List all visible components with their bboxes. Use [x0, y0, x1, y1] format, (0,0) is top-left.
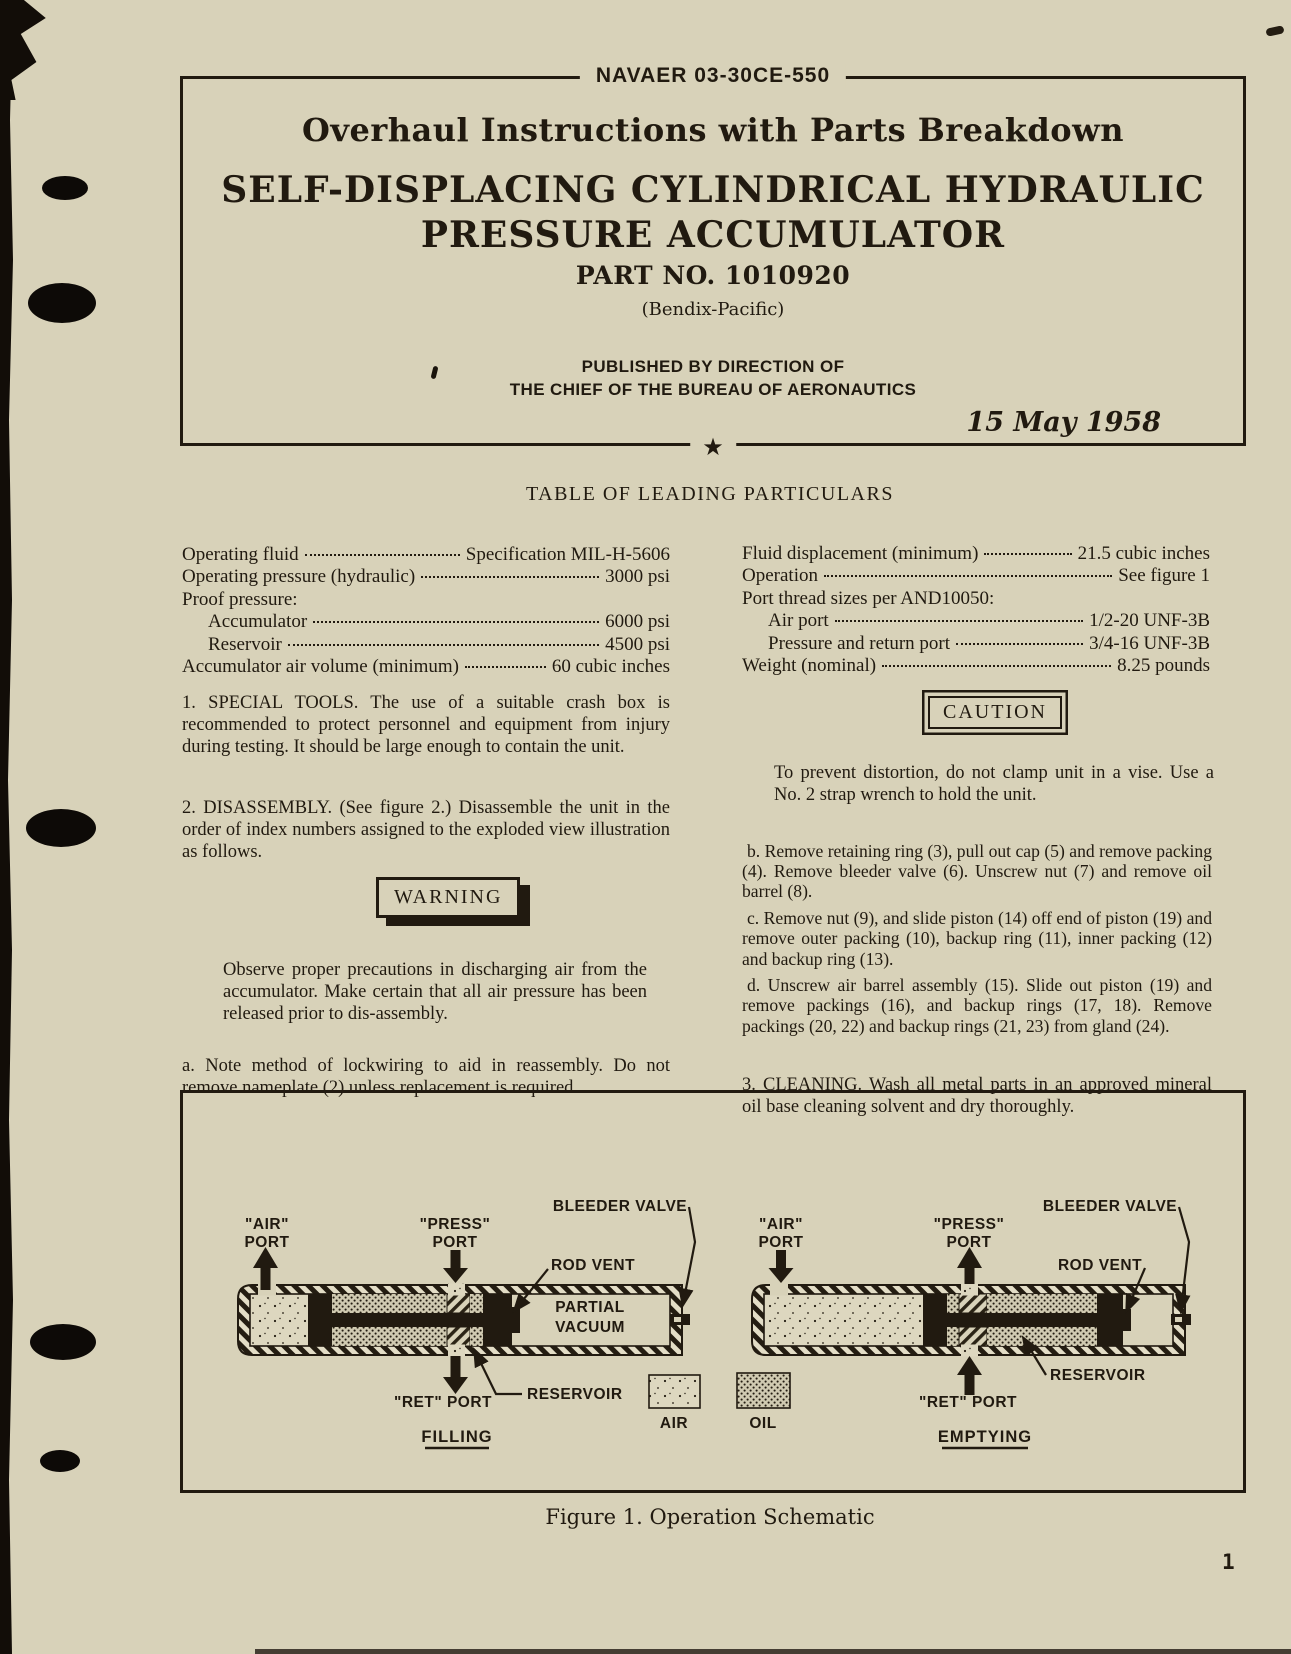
legend-air-label: AIR — [659, 1415, 689, 1432]
particular-label: Pressure and return port — [768, 632, 951, 654]
step-c: c. Remove nut (9), and slide piston (14) off end of piston (19) and remove outer packing (10), backup ring (11), inner packing (12) and backup ring (13). — [742, 908, 1212, 969]
partial-vacuum-label: PARTIAL — [555, 1299, 625, 1316]
hole-punch-mark — [26, 809, 96, 847]
legend-air-swatch — [649, 1375, 700, 1408]
bleeder-valve-label: BLEEDER VALVE — [1042, 1198, 1178, 1215]
dot-leader — [421, 576, 599, 578]
filling-diagram — [238, 1198, 695, 1448]
particular-row — [182, 589, 670, 611]
particular-row — [182, 634, 670, 656]
particular-label: Fluid displacement (minimum) — [742, 543, 979, 564]
published-line-2: THE CHIEF OF THE BUREAU OF AERONAUTICS — [509, 379, 917, 399]
dot-leader — [882, 665, 1111, 667]
published-by — [510, 356, 917, 402]
title-block — [180, 64, 1246, 461]
particular-label: Accumulator — [208, 611, 308, 633]
particular-label: Air port — [768, 610, 829, 632]
particulars-right-column — [742, 543, 1210, 677]
hole-punch-mark — [30, 1324, 96, 1360]
part-number: PART NO. 1010920 — [575, 261, 851, 290]
step-b: b. Remove retaining ring (3), pull out cap (5) and remove packing (4). Remove bleeder valve (6). Unscrew nut (7) and remove oil barrel (8). — [742, 841, 1212, 902]
partial-vacuum-label2: VACUUM — [555, 1319, 625, 1336]
particular-row — [742, 610, 1210, 632]
particular-value: See figure 1 — [1118, 565, 1210, 587]
ret-port-label: "RET" PORT — [393, 1394, 493, 1411]
particular-value: 21.5 cubic inches — [1077, 543, 1210, 564]
particular-row — [742, 588, 1210, 610]
particular-label: Reservoir — [208, 633, 282, 655]
press-port-label2: PORT — [432, 1234, 478, 1251]
particular-label: Operating fluid — [182, 544, 299, 565]
particular-value: 60 cubic inches — [551, 656, 670, 678]
page-number: 1 — [1222, 1550, 1235, 1574]
hole-punch-mark — [40, 1450, 80, 1472]
figure-legend — [649, 1373, 790, 1432]
section-cleaning: 3. CLEANING. Wash all metal parts in an approved mineral oil base cleaning solvent and dry thoroughly. — [742, 1075, 1212, 1117]
emptying-diagram — [752, 1198, 1191, 1448]
press-port-label: "PRESS" — [933, 1216, 1005, 1233]
ret-port-arrow-out — [443, 1356, 468, 1394]
warning-box: WARNING — [376, 877, 520, 918]
dot-leader — [305, 554, 460, 556]
ret-port-arrow-in — [957, 1356, 982, 1395]
reservoir-label: RESERVOIR — [1050, 1367, 1146, 1384]
bleeder-valve-label: BLEEDER VALVE — [552, 1198, 688, 1215]
section-special-tools: 1. SPECIAL TOOLS. The use of a suitable crash box is recommended to protect personnel and equipment from injury during testing. It should be large enough to contain the unit. — [182, 693, 670, 757]
step-d: d. Unscrew air barrel assembly (15). Slide out piston (19) and remove packings (16), and backup rings (17, 18). Remove packings (20, 22) and backup rings (21, 23) from gland (24). — [742, 975, 1212, 1036]
step-a: a. Note method of lockwiring to aid in reassembly. Do not remove nameplate (2) unless replacement is required. — [182, 1056, 670, 1098]
publication-date: 15 May 1958 — [966, 407, 1161, 438]
particular-label: Operation — [742, 565, 818, 587]
particular-row — [182, 566, 670, 588]
caution-box: CAUTION — [928, 696, 1062, 729]
published-line-1: PUBLISHED BY DIRECTION OF — [581, 357, 845, 376]
particulars-left-column — [182, 544, 670, 678]
particular-label: Proof pressure: — [182, 588, 298, 610]
particular-value: 4500 psi — [605, 633, 670, 655]
scan-edge-strip — [0, 0, 13, 1654]
press-port-arrow-out — [957, 1247, 982, 1284]
particular-row — [742, 543, 1210, 565]
air-port-label2: PORT — [758, 1234, 804, 1251]
air-port-label2: PORT — [244, 1234, 290, 1251]
scan-corner-blob — [0, 0, 52, 100]
scan-mark — [1265, 25, 1284, 37]
particular-row — [182, 656, 670, 678]
emptying-label: EMPTYING — [937, 1428, 1033, 1446]
reservoir-leader — [475, 1351, 522, 1394]
bleeder-valve-leader — [683, 1207, 695, 1304]
dot-leader — [288, 644, 599, 646]
particular-label: Port thread sizes per AND10050: — [742, 587, 995, 609]
air-port-label: "AIR" — [245, 1216, 289, 1233]
press-port-arrow-in — [443, 1250, 468, 1283]
dot-leader — [984, 553, 1071, 555]
press-port-label2: PORT — [946, 1234, 992, 1251]
particular-row — [182, 611, 670, 633]
particular-value: 8.25 pounds — [1117, 655, 1210, 677]
hole-punch-mark — [42, 176, 88, 200]
particular-row — [742, 655, 1210, 677]
figure-caption: Figure 1. Operation Schematic — [545, 1505, 875, 1529]
rod-vent-label: ROD VENT — [1057, 1257, 1143, 1274]
hole-punch-mark — [28, 283, 96, 323]
particular-label: Weight (nominal) — [742, 655, 877, 677]
particular-value: 6000 psi — [605, 611, 670, 633]
dot-leader — [956, 643, 1083, 645]
disassembly-steps — [742, 841, 1212, 1042]
publication-number: NAVAER 03-30CE-550 — [580, 64, 846, 88]
section-disassembly: 2. DISASSEMBLY. (See figure 2.) Disassemble the unit in the order of index numbers assigned to the exploded view illustration as follows. — [182, 798, 670, 862]
particular-value: 3/4-16 UNF-3B — [1089, 632, 1210, 654]
particulars-heading: TABLE OF LEADING PARTICULARS — [526, 483, 894, 505]
scan-bottom-edge — [255, 1649, 1291, 1654]
manufacturer: (Bendix-Pacific) — [641, 299, 785, 320]
particular-row — [742, 633, 1210, 655]
operation-schematic — [182, 1092, 1238, 1484]
air-port-arrow-in — [769, 1250, 794, 1283]
star-ornament: ★ — [690, 436, 736, 460]
rod-vent-label: ROD VENT — [550, 1257, 636, 1274]
legend-oil-swatch — [737, 1373, 790, 1408]
particular-row — [742, 565, 1210, 587]
particular-value: 1/2-20 UNF-3B — [1089, 610, 1210, 632]
press-port-label: "PRESS" — [419, 1216, 491, 1233]
title-line-1: SELF-DISPLACING CYLINDRICAL HYDRAULIC — [221, 169, 1205, 211]
particular-row — [182, 544, 670, 566]
particular-label: Operating pressure (hydraulic) — [182, 566, 416, 588]
air-port-label: "AIR" — [759, 1216, 803, 1233]
particular-value: Specification MIL-H-5606 — [465, 544, 670, 565]
warning-text: Observe proper precautions in discharging air from the accumulator. Make certain that all air pressure has been released prior to dis-assembly. — [223, 960, 647, 1024]
title-line-2: PRESSURE ACCUMULATOR — [420, 214, 1006, 256]
particular-label: Accumulator air volume (minimum) — [182, 656, 460, 678]
dot-leader — [835, 620, 1083, 622]
ret-port-label: "RET" PORT — [918, 1394, 1018, 1411]
particular-value: 3000 psi — [605, 566, 670, 588]
reservoir-label: RESERVOIR — [527, 1386, 623, 1403]
dot-leader — [465, 666, 546, 668]
document-type: Overhaul Instructions with Parts Breakdown — [302, 111, 1124, 149]
caution-text: To prevent distortion, do not clamp unit in a vise. Use a No. 2 strap wrench to hold the unit. — [774, 763, 1214, 805]
dot-leader — [313, 621, 599, 623]
filling-label: FILLING — [421, 1428, 493, 1446]
dot-leader — [824, 575, 1112, 577]
legend-oil-label: OIL — [749, 1415, 777, 1432]
